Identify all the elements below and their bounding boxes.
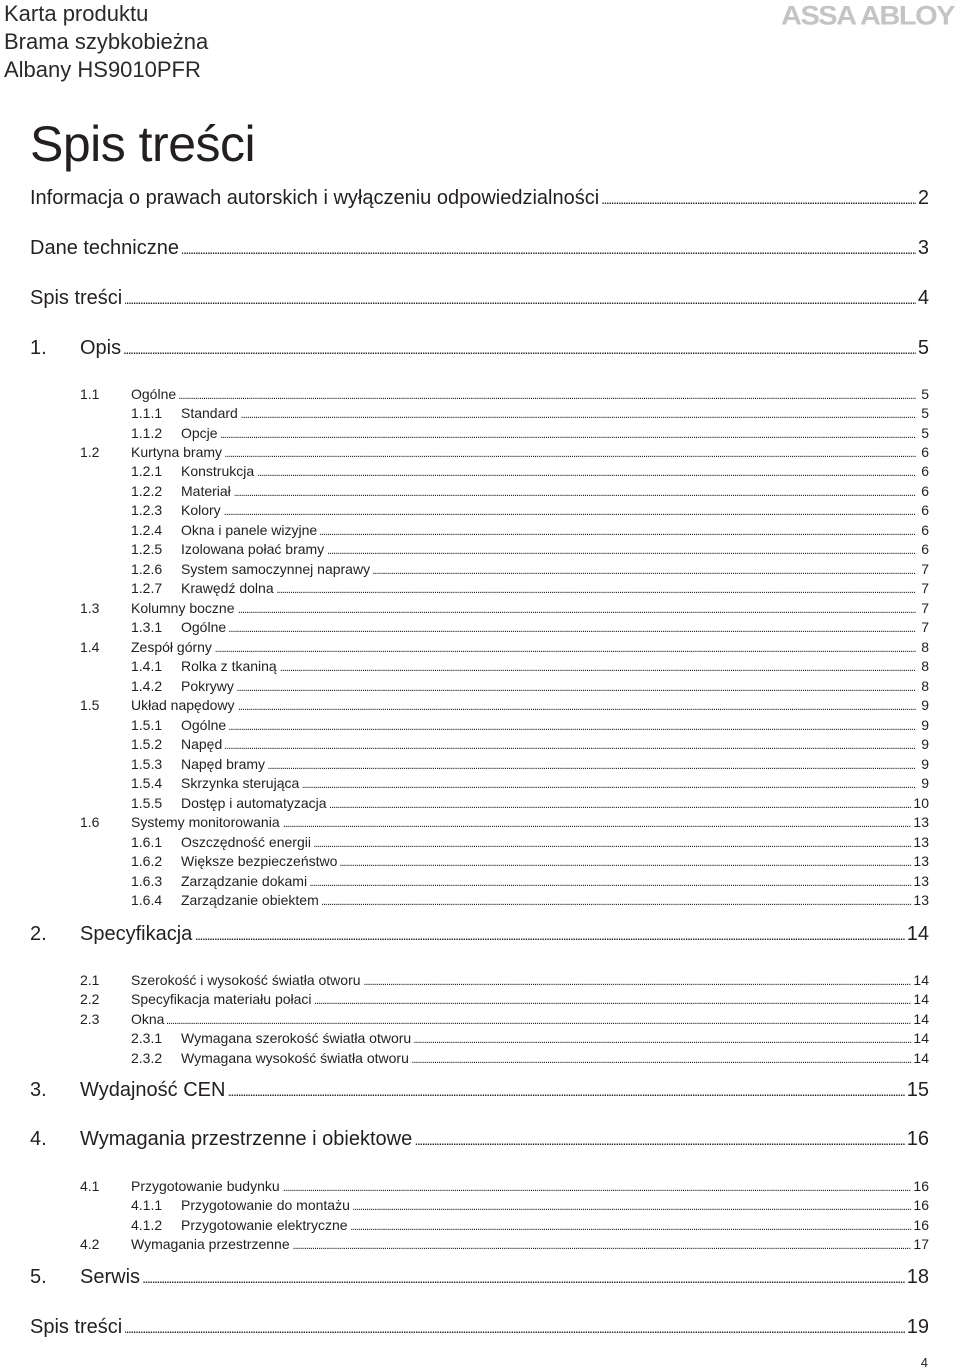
toc-entry[interactable] [0,657,960,675]
toc-entry-label: Szerokość i wysokość światła otworu [131,971,364,989]
toc-entry[interactable] [0,186,960,210]
toc-entry-label: Wymagana szerokość światła otworu [181,1029,414,1047]
toc-entry-number: 1.4 [80,639,100,655]
toc-entry-number: 2.1 [80,972,100,988]
toc-entry-number: 1.3.1 [131,619,163,635]
document-header [4,0,208,84]
toc-entry[interactable] [0,385,960,403]
toc-entry-page: 3 [917,237,929,259]
toc-entry-page: 9 [921,717,929,733]
toc-entry[interactable] [0,774,960,792]
toc-entry-page: 14 [913,1050,929,1066]
toc-entry[interactable] [0,424,960,442]
toc-entry-number: 4.1.2 [131,1217,163,1233]
toc-entry-number: 4.1 [80,1178,100,1194]
toc-entry-page: 7 [921,561,929,577]
toc-entry-page: 7 [921,619,929,635]
toc-entry-number: 4. [30,1128,47,1150]
toc-entry[interactable] [0,716,960,734]
toc-entry-label: Wydajność CEN [80,1078,228,1102]
toc-dot-leader [181,501,916,521]
toc-entry[interactable] [0,1315,960,1339]
toc-entry-number: 1.6.1 [131,834,163,850]
toc-entry-page: 6 [921,522,929,538]
toc-entry-label: Większe bezpieczeństwo [181,852,340,870]
toc-entry-page: 5 [921,405,929,421]
toc-entry[interactable] [0,443,960,461]
toc-entry-page: 7 [921,580,929,596]
toc-entry[interactable] [0,286,960,310]
page-title: Spis treści [30,116,256,172]
toc-entry-number: 1.2.4 [131,522,163,538]
toc-entry[interactable] [0,579,960,597]
toc-entry[interactable] [0,971,960,989]
toc-entry-number: 1.2.2 [131,483,163,499]
toc-entry-number: 3. [30,1079,47,1101]
toc-dot-leader [80,1265,919,1290]
brand-logo: ASSA ABLOY [781,1,954,31]
toc-entry-label: Opis [80,336,124,360]
toc-entry-number: 2.3 [80,1011,100,1027]
toc-entry-number: 1.5.1 [131,717,163,733]
toc-entry-label: Ogólne [131,385,179,403]
toc-dot-leader [181,735,916,755]
toc-entry[interactable] [0,462,960,480]
toc-entry[interactable] [0,735,960,753]
toc-entry[interactable] [0,891,960,909]
toc-entry-number: 1.5.5 [131,795,163,811]
toc-entry-label: Krawędź dolna [181,579,277,597]
toc-entry-page: 5 [917,337,929,359]
toc-entry-label: Przygotowanie do montażu [181,1196,353,1214]
toc-entry-number: 1.4.1 [131,658,163,674]
toc-entry-label: Spis treści [30,1315,125,1339]
toc-entry-page: 14 [913,1011,929,1027]
toc-entry-page: 8 [921,658,929,674]
toc-entry-label: Systemy monitorowania [131,813,283,831]
toc-dot-leader [131,696,916,716]
toc-entry-number: 2.3.2 [131,1050,163,1066]
toc-entry-label: Rolka z tkaniną [181,657,280,675]
toc-entry-page: 16 [906,1128,929,1150]
toc-entry-label: Kolory [181,501,224,519]
toc-entry[interactable] [0,1196,960,1214]
toc-dot-leader [131,385,916,405]
toc-entry[interactable] [0,404,960,422]
toc-entry-number: 1.4.2 [131,678,163,694]
toc-entry-label: Specyfikacja materiału połaci [131,990,315,1008]
toc-entry[interactable] [0,1078,960,1102]
toc-entry[interactable] [0,1216,960,1234]
toc-entry-number: 1.6.4 [131,892,163,908]
toc-dot-leader [181,579,916,599]
toc-entry-label: System samoczynnej naprawy [181,560,373,578]
toc-entry-label: Zarządzanie dokami [181,872,310,890]
toc-entry-number: 1.2 [80,444,100,460]
toc-entry-page: 10 [913,795,929,811]
toc-entry-page: 16 [913,1217,929,1233]
toc-dot-leader [181,424,916,444]
toc-entry-page: 16 [913,1197,929,1213]
toc-entry-page: 15 [906,1079,929,1101]
toc-entry-page: 5 [921,386,929,402]
header-line-product-category: Brama szybkobieżna [4,29,209,54]
toc-entry[interactable] [0,852,960,870]
toc-entry-page: 19 [906,1316,929,1338]
toc-dot-leader [181,618,916,638]
toc-dot-leader [181,482,916,502]
toc-entry-label: Ogólne [181,716,229,734]
toc-entry[interactable] [0,1127,960,1151]
toc-entry-label: Przygotowanie budynku [131,1177,283,1195]
toc-entry-number: 1.1 [80,386,100,402]
toc-entry[interactable] [0,336,960,360]
toc-entry[interactable] [0,813,960,831]
toc-entry-number: 4.1.1 [131,1197,163,1213]
toc-entry[interactable] [0,482,960,500]
toc-entry-page: 7 [921,600,929,616]
toc-entry-number: 1.3 [80,600,100,616]
toc-entry-label: Przygotowanie elektryczne [181,1216,351,1234]
toc-entry-page: 8 [921,678,929,694]
toc-entry[interactable] [0,236,960,260]
toc-entry-number: 1.6.2 [131,853,163,869]
toc-dot-leader [30,1315,919,1340]
toc-entry-page: 13 [913,853,929,869]
toc-entry-label: Zarządzanie obiektem [181,891,322,909]
toc-dot-leader [80,922,919,947]
toc-entry-label: Okna [131,1010,167,1028]
toc-entry[interactable] [0,1010,960,1028]
toc-entry-number: 1.2.1 [131,463,163,479]
toc-entry-page: 13 [913,834,929,850]
toc-entry-label: Informacja o prawach autorskich i wyłączeniu odpowiedzialności [30,186,602,210]
toc-entry-label: Napęd [181,735,225,753]
toc-entry-page: 2 [917,187,929,209]
toc-entry-page: 14 [913,1030,929,1046]
toc-entry-number: 1.6.3 [131,873,163,889]
toc-entry[interactable] [0,1029,960,1047]
toc-dot-leader [30,286,919,311]
toc-dot-leader [181,755,916,775]
toc-entry-number: 1.2.6 [131,561,163,577]
toc-entry-page: 13 [913,814,929,830]
toc-entry-label: Okna i panele wizyjne [181,521,320,539]
toc-entry-number: 1.1.1 [131,405,163,421]
toc-entry[interactable] [0,540,960,558]
toc-entry[interactable] [0,922,960,946]
toc-entry-page: 6 [921,483,929,499]
toc-entry-number: 1.2.5 [131,541,163,557]
header-line-doc-type: Karta produktu [4,1,149,26]
toc-entry-page: 18 [906,1266,929,1288]
toc-entry-label: Wymagania przestrzenne [131,1235,293,1253]
toc-entry-number: 1.5.3 [131,756,163,772]
toc-entry-label: Konstrukcja [181,462,257,480]
toc-dot-leader [181,677,916,697]
toc-entry-page: 5 [921,425,929,441]
toc-entry-page: 13 [913,873,929,889]
toc-entry-number: 1.6 [80,814,100,830]
toc-entry-label: Serwis [80,1265,143,1289]
toc-dot-leader [181,716,916,736]
toc-entry-label: Opcje [181,424,221,442]
toc-entry[interactable] [0,1177,960,1195]
toc-entry-number: 2.3.1 [131,1030,163,1046]
toc-entry[interactable] [0,794,960,812]
toc-entry-number: 5. [30,1266,47,1288]
toc-entry-label: Dane techniczne [30,236,182,260]
toc-entry-label: Materiał [181,482,234,500]
toc-entry-page: 9 [921,736,929,752]
toc-dot-leader [181,462,916,482]
toc-dot-leader [131,638,916,658]
toc-entry-label: Spis treści [30,286,125,310]
toc-entry[interactable] [0,560,960,578]
toc-entry-page: 14 [913,991,929,1007]
toc-entry-page: 13 [913,892,929,908]
toc-entry-label: Układ napędowy [131,696,238,714]
toc-entry-page: 14 [913,972,929,988]
toc-entry-label: Kurtyna bramy [131,443,225,461]
toc-entry[interactable] [0,1049,960,1067]
toc-dot-leader [181,657,916,677]
toc-entry[interactable] [0,1265,960,1289]
toc-entry-number: 1.2.3 [131,502,163,518]
toc-entry[interactable] [0,618,960,636]
toc-entry-number: 1. [30,337,47,359]
toc-entry-page: 4 [917,287,929,309]
toc-entry-page: 16 [913,1178,929,1194]
toc-dot-leader [131,1010,916,1030]
toc-entry[interactable] [0,501,960,519]
toc-entry-page: 9 [921,697,929,713]
toc-entry-label: Skrzynka sterująca [181,774,302,792]
toc-entry-number: 2.2 [80,991,100,1007]
toc-entry-number: 1.5 [80,697,100,713]
toc-entry-page: 6 [921,444,929,460]
toc-entry-page: 14 [906,923,929,945]
toc-entry[interactable] [0,1235,960,1253]
toc-entry[interactable] [0,638,960,656]
toc-entry-page: 6 [921,463,929,479]
toc-entry-page: 9 [921,775,929,791]
page-number: 4 [920,1355,928,1370]
toc-entry-label: Ogólne [181,618,229,636]
toc-entry-label: Oszczędność energii [181,833,314,851]
toc-entry-label: Zespół górny [131,638,215,656]
header-line-product-model: Albany HS9010PFR [4,57,201,82]
toc-entry[interactable] [0,872,960,890]
toc-entry-number: 4.2 [80,1236,100,1252]
toc-entry[interactable] [0,696,960,714]
toc-entry-number: 1.2.7 [131,580,163,596]
toc-entry-page: 6 [921,541,929,557]
toc-entry-number: 1.5.2 [131,736,163,752]
toc-entry-number: 1.1.2 [131,425,163,441]
toc-entry-label: Pokrywy [181,677,237,695]
toc-entry-label: Specyfikacja [80,922,195,946]
toc-entry[interactable] [0,833,960,851]
toc-dot-leader [181,404,916,424]
toc-entry-page: 17 [913,1236,929,1252]
toc-entry-label: Wymagana wysokość światła otworu [181,1049,412,1067]
toc-dot-leader [131,599,916,619]
toc-entry[interactable] [0,755,960,773]
toc-entry-label: Wymagania przestrzenne i obiektowe [80,1127,415,1151]
toc-entry[interactable] [0,521,960,539]
toc-entry-label: Napęd bramy [181,755,268,773]
toc-entry[interactable] [0,599,960,617]
toc-entry-page: 8 [921,639,929,655]
toc-entry-number: 1.5.4 [131,775,163,791]
toc-entry[interactable] [0,677,960,695]
toc-entry-label: Izolowana połać bramy [181,540,327,558]
toc-entry-label: Dostęp i automatyzacja [181,794,330,812]
toc-dot-leader [80,336,919,361]
toc-entry-label: Standard [181,404,241,422]
toc-entry[interactable] [0,990,960,1008]
toc-dot-leader [131,443,916,463]
toc-entry-number: 2. [30,923,47,945]
toc-entry-page: 9 [921,756,929,772]
toc-entry-label: Kolumny boczne [131,599,238,617]
toc-entry-page: 6 [921,502,929,518]
